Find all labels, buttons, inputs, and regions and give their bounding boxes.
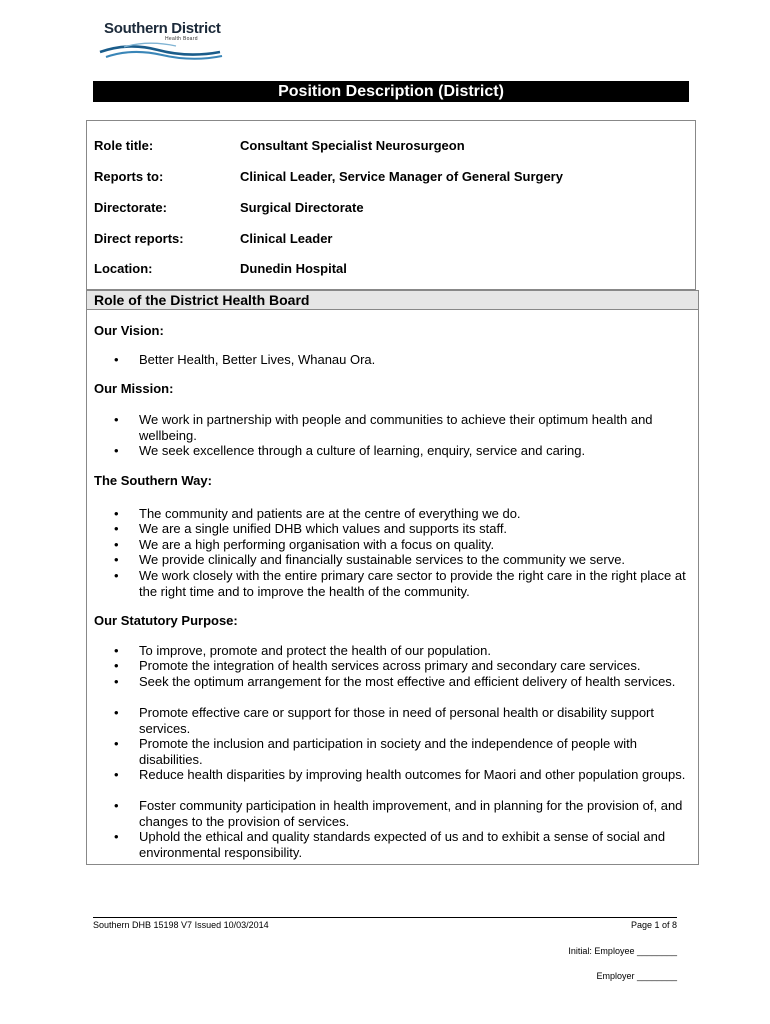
initial-employee: Initial: Employee ________ <box>568 946 677 956</box>
initial-employer: Employer ________ <box>596 971 677 981</box>
role-of-dhb-section: Role of the District Health Board Our Vision: • Better Health, Better Lives, Whanau Ora. Our Mission: • We work in partnership with people and communities to achieve their optimum health and wellbeing. • We seek excellence through a culture of learning, enquiry, service and caring. The Southern Way: • The community and patients are at the centre of everything we do. • We are a single unified DHB which values and supports its staff. • We are a high performing organisation with a focus on quality. • We provide clinically and financially sustainable services to the community we serve. • We work closely with the entire primary care sector to provide the right care in the right place at the right time and to improve the health of the community. Our Statutory Purpose: • To improve, promote and protect the health of our population. • Promote the integration of health services across primary and secondary care services. • Seek the optimum arrangement for the most effective and efficient delivery of health services. • Promote effective care or support for those in need of personal health or disability support services. • Promote the inclusion and participation in society and the independence of people with disabilities. • Reduce health disparities by improving health outcomes for Maori and other population groups. • Foster community participation in health improvement, and in planning for the provision of, and changes to the provision of services. • Uphold the ethical and quality standards expected of us and to exhibit a sense of social and environmental responsibility. <box>86 290 699 865</box>
document-reference: Southern DHB 15198 V7 Issued 10/03/2014 <box>93 920 269 930</box>
info-label: Directorate: <box>94 200 167 215</box>
footer-divider <box>93 917 677 918</box>
vision-heading: Our Vision: <box>94 323 164 338</box>
statutory-purpose-heading: Our Statutory Purpose: <box>94 613 238 628</box>
info-label: Reports to: <box>94 169 164 184</box>
info-label: Location: <box>94 261 153 276</box>
info-value: Surgical Directorate <box>240 200 364 215</box>
section-header: Role of the District Health Board <box>87 291 698 310</box>
logo-subtitle: Health Board <box>165 36 198 42</box>
southern-way-heading: The Southern Way: <box>94 473 212 488</box>
logo-name: Southern District <box>104 20 221 37</box>
page-number: Page 1 of 8 <box>630 920 677 930</box>
info-label: Direct reports: <box>94 231 184 246</box>
sdhb-logo <box>98 20 228 62</box>
page-title: Position Description (District) <box>93 81 689 102</box>
info-value: Consultant Specialist Neurosurgeon <box>240 138 465 153</box>
mission-heading: Our Mission: <box>94 381 174 396</box>
info-value: Clinical Leader <box>240 231 333 246</box>
logo-waves-icon <box>98 34 228 60</box>
info-label: Role title: <box>94 138 154 153</box>
role-info-box <box>86 120 696 290</box>
info-value: Dunedin Hospital <box>240 261 347 276</box>
info-value: Clinical Leader, Service Manager of General Surgery <box>240 169 563 184</box>
